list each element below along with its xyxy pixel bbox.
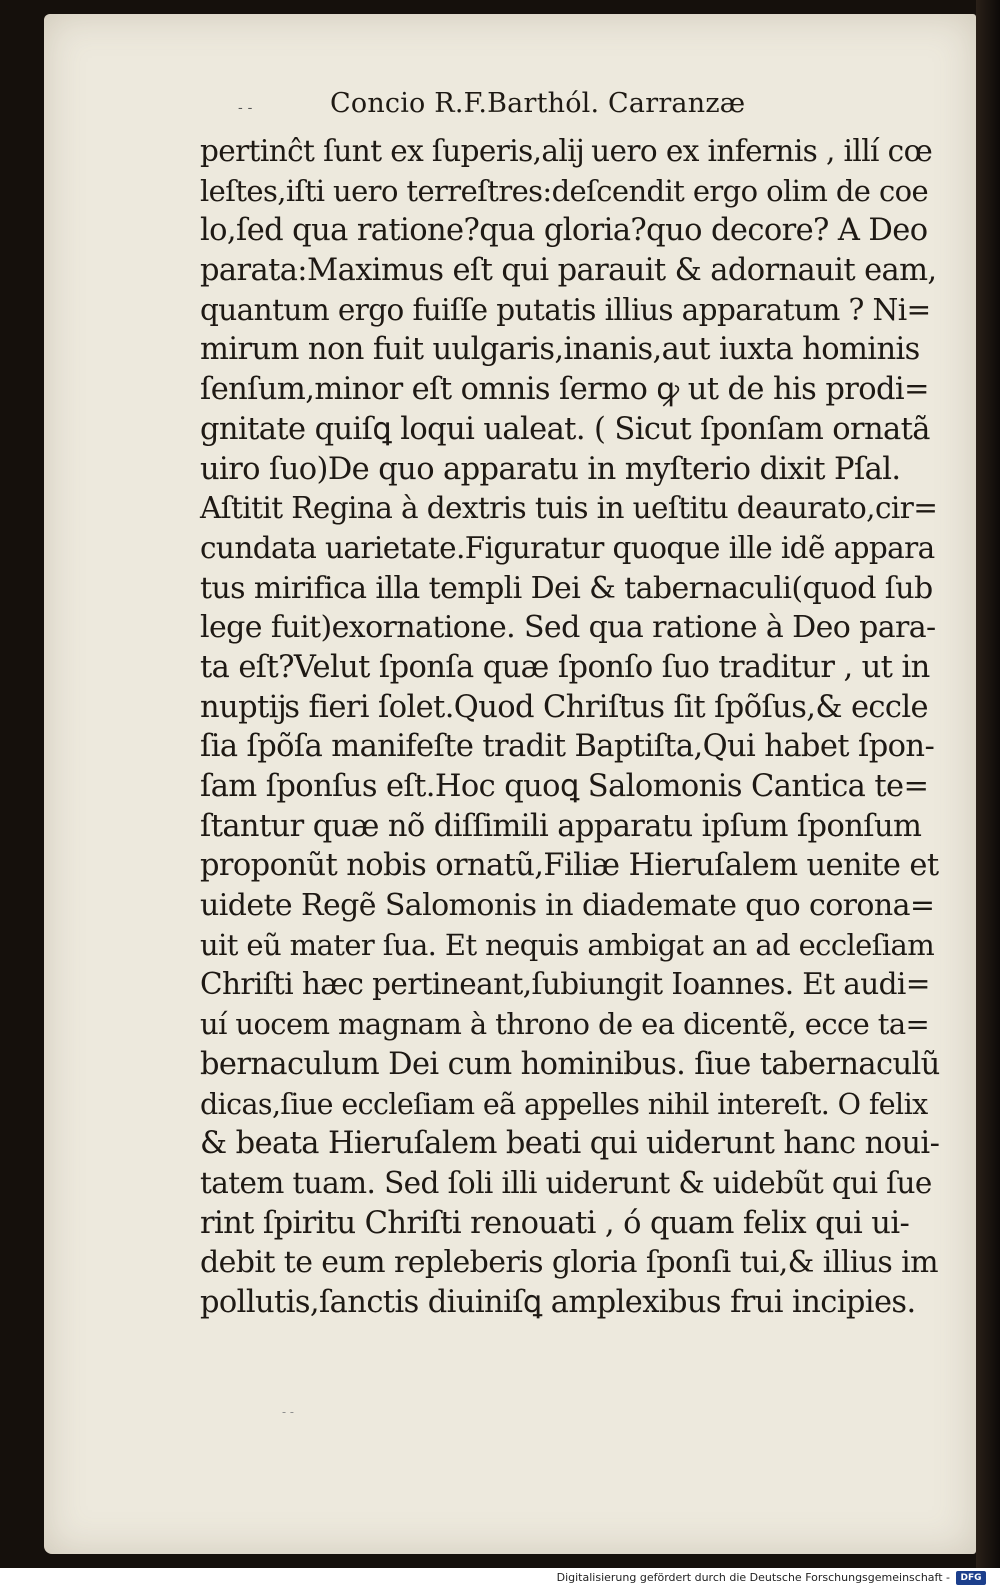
text-line: uit eũ mater ſua. Et nequis ambigat an ad eccleſiam xyxy=(200,927,935,962)
text-line: ta eſt?Velut ſponſa quæ ſponſo ſuo traditur , ut in xyxy=(200,649,930,685)
text-line: & beata Hieruſalem beati qui uiderunt hanc noui- xyxy=(200,1126,940,1162)
text-line: debit te eum repleberis gloria ſponſi tui,& illius im xyxy=(200,1245,938,1281)
text-line: dicas,ſiue eccleſiam eã appelles nihil intereſt. O felix xyxy=(200,1087,928,1121)
text-line: nuptĳs fieri ſolet.Quod Chriſtus ſit ſpõſus,& eccle xyxy=(200,689,928,725)
text-line: rint ſpiritu Chriſti renouati , ó quam felix qui ui- xyxy=(200,1205,910,1241)
text-line: gnitate quiſꝗ loqui ualeat. ( Sicut ſponſam ornatã xyxy=(200,411,930,447)
text-line: pollutis,ſanctis diuiniſꝗ amplexibus frui incipies. xyxy=(200,1284,916,1320)
page-edge-shadow xyxy=(976,0,1000,1568)
text-line: ſtantur quæ nõ diſſimili apparatu ipſum ſponſum xyxy=(200,808,922,844)
text-line: ſia ſpõſa manifeſte tradit Baptiſta,Qui habet ſpon- xyxy=(200,729,935,765)
digitization-footer xyxy=(0,1568,1000,1588)
text-line: ſam ſponſus eſt.Hoc quoꝗ Salomonis Cantica te= xyxy=(200,769,929,804)
text-line: lo,ſed qua ratione?qua gloria?quo decore? A Deo xyxy=(200,213,928,249)
header-corner-mark: - - xyxy=(238,100,253,116)
text-line: ſenſum,minor eſt omnis ſermo ꝙ ut de his prodi= xyxy=(200,372,930,408)
text-line: bernaculum Dei cum hominibus. ſiue tabernaculũ xyxy=(200,1046,940,1082)
text-line: leſtes,iſti uero terreſtres:deſcendit ergo olim de coe xyxy=(200,173,929,208)
page-bottom-mark: - - xyxy=(282,1405,294,1419)
text-line: pertinĉt ſunt ex ſuperis,alĳ uero ex infernis , illí cœ xyxy=(200,134,933,168)
running-title: Concio R.F.Barthól. Carranzæ xyxy=(330,88,746,119)
text-line: uiro ſuo)De quo apparatu in myſterio dixit Pſal. xyxy=(200,451,901,487)
funding-credit: Digitalisierung gefördert durch die Deutsche Forschungsgemeinschaft - xyxy=(556,1571,950,1584)
text-line: cundata uarietate.Figuratur quoque ille idẽ appara xyxy=(200,530,935,565)
text-line: Chriſti hæc pertineant,ſubiungit Ioannes. Et audi= xyxy=(200,967,930,1002)
text-line: tus mirifica illa templi Dei & tabernaculi(quod ſub xyxy=(200,570,933,606)
running-header xyxy=(238,88,930,132)
text-line: quantum ergo fuiſſe putatis illius apparatum ? Ni= xyxy=(200,292,931,327)
text-line: tatem tuam. Sed ſoli illi uiderunt & uidebũt qui ſue xyxy=(200,1165,932,1200)
body-text xyxy=(200,132,940,1323)
text-line: lege fuit)exornatione. Sed qua ratione à Deo para- xyxy=(200,610,936,646)
dfg-logo: DFG xyxy=(956,1571,986,1585)
text-line: Aſtitit Regina à dextris tuis in ueſtitu deaurato,cir= xyxy=(200,491,938,526)
text-line: mirum non fuit uulgaris,inanis,aut iuxta hominis xyxy=(200,332,920,368)
text-line: proponũt nobis ornatũ,Filiæ Hieruſalem uenite et xyxy=(200,848,939,884)
text-line: parata:Maximus eſt qui parauit & adornauit eam, xyxy=(200,253,937,289)
text-line: uidete Regẽ Salomonis in diademate quo corona= xyxy=(200,888,935,924)
text-line: uí uocem magnam à throno de ea dicentẽ, ecce ta= xyxy=(200,1007,930,1042)
